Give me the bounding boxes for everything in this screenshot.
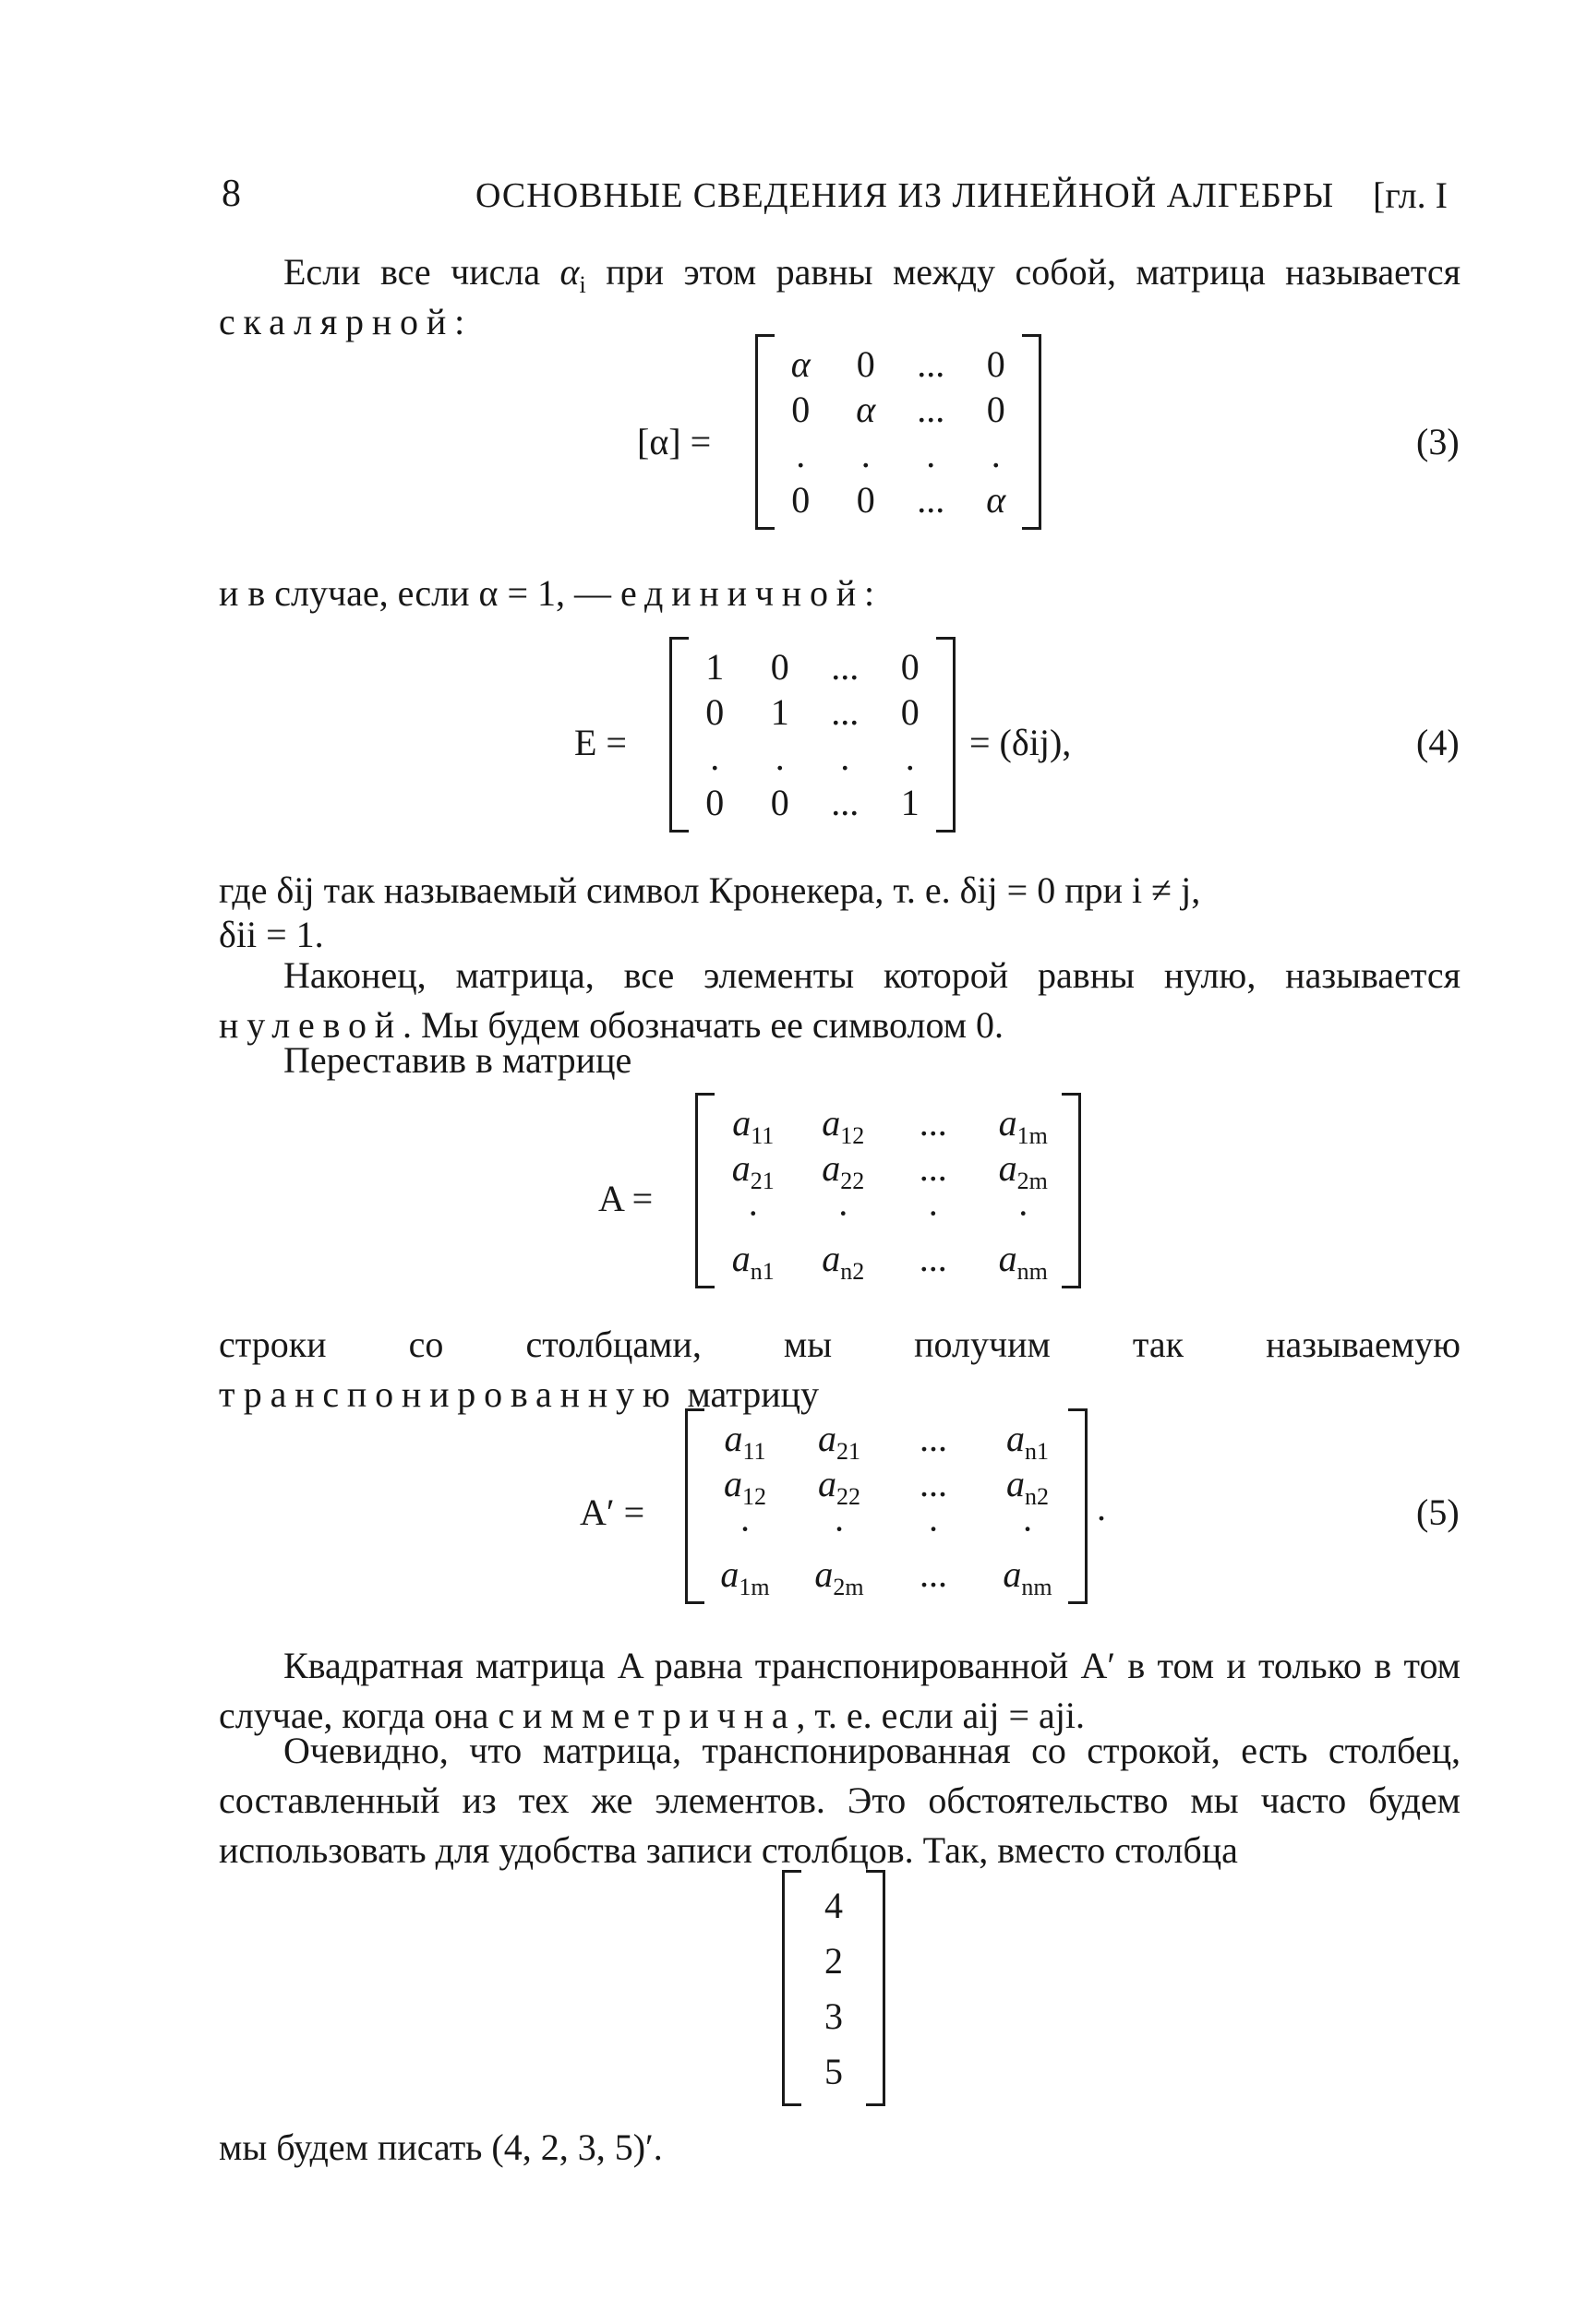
matrix-row bbox=[682, 689, 943, 735]
matrix-A bbox=[695, 1093, 1081, 1288]
eq5-label: A′ = bbox=[580, 1491, 645, 1533]
matrix-cell: $a_{11}$ bbox=[732, 1102, 775, 1150]
matrix-cell: 1 bbox=[705, 646, 725, 688]
paragraph-zero: Наконец, матрица, все элементы которой равны нулю, называется нулевой. Мы будем обозначать ее символом 0. bbox=[219, 954, 1461, 1046]
running-title: ОСНОВНЫЕ СВЕДЕНИЯ ИЗ ЛИНЕЙНОЙ АЛГЕБРЫ bbox=[475, 176, 1335, 215]
matrix-cell: · bbox=[836, 1192, 849, 1234]
matrix-cell: 0 bbox=[705, 691, 725, 733]
matrix-row bbox=[698, 1551, 1075, 1601]
matrix-cell: . bbox=[775, 737, 785, 778]
matrix-cell: $a_{22}$ bbox=[822, 1147, 865, 1195]
matrix-cell: ... bbox=[831, 691, 860, 733]
matrix-cell: 0 bbox=[705, 782, 725, 823]
matrix-cell: . bbox=[710, 737, 720, 778]
matrix-cell: 1 bbox=[900, 782, 920, 823]
chapter-ref: [гл. I bbox=[1373, 174, 1448, 216]
paragraph-identity: и в случае, если α = 1, — единичной: bbox=[219, 572, 875, 614]
matrix-body bbox=[708, 1100, 1068, 1286]
eq5-period: . bbox=[1097, 1487, 1106, 1528]
matrix-row bbox=[698, 1461, 1075, 1511]
eq4-number: (4) bbox=[1416, 722, 1460, 763]
matrix-cell: ... bbox=[831, 782, 860, 823]
matrix-cell: ... bbox=[920, 1418, 947, 1459]
matrix-identity bbox=[669, 637, 956, 833]
matrix-body bbox=[768, 341, 1028, 522]
matrix-cell: 0 bbox=[986, 389, 1005, 430]
matrix-row bbox=[682, 644, 943, 689]
matrix-cell: 3 bbox=[824, 1995, 843, 2037]
paragraph-transpose-intro: Переставив в матрице bbox=[283, 1039, 632, 1081]
matrix-cell: ... bbox=[917, 479, 945, 521]
matrix-cell: · bbox=[833, 1508, 846, 1550]
matrix-row bbox=[698, 1416, 1075, 1466]
matrix-cell: 0 bbox=[856, 343, 875, 385]
matrix-row bbox=[708, 1236, 1068, 1286]
matrix-row bbox=[708, 1145, 1068, 1195]
column-vector bbox=[782, 1870, 885, 2106]
matrix-cell: · bbox=[1016, 1192, 1029, 1234]
matrix-cell: ... bbox=[917, 389, 945, 430]
matrix-cell: $a_{n2}$ bbox=[1006, 1463, 1049, 1511]
eq3-number: (3) bbox=[1416, 421, 1460, 462]
term-zero: нулевой bbox=[219, 1004, 403, 1046]
matrix-cell: ... bbox=[920, 1553, 947, 1595]
kronecker-line-2: δii = 1. bbox=[219, 914, 324, 955]
matrix-cell: $a_{nm}$ bbox=[998, 1238, 1048, 1286]
eq5-number: (5) bbox=[1416, 1491, 1460, 1533]
matrix-row bbox=[768, 432, 1028, 477]
matrix-cell: . bbox=[905, 737, 915, 778]
matrix-row bbox=[795, 1877, 872, 1933]
matrix-row bbox=[795, 2043, 872, 2099]
matrix-cell: α bbox=[856, 389, 876, 430]
matrix-cell: α bbox=[790, 343, 811, 385]
matrix-cell: $a_{2m}$ bbox=[998, 1147, 1048, 1195]
matrix-row bbox=[768, 477, 1028, 522]
matrix-cell: 4 bbox=[824, 1884, 843, 1926]
matrix-cell: 5 bbox=[824, 2050, 843, 2092]
matrix-row bbox=[682, 735, 943, 780]
term-symmetric: симметрична bbox=[498, 1695, 797, 1736]
term-transposed: транспонированную bbox=[219, 1373, 679, 1415]
matrix-cell: · bbox=[739, 1508, 751, 1550]
matrix-row bbox=[795, 1988, 872, 2043]
matrix-cell: $a_{nm}$ bbox=[1003, 1553, 1052, 1601]
matrix-cell: 0 bbox=[986, 343, 1005, 385]
kronecker-line-1: где δij так называемый символ Кронекера, т. е. δij = 0 при i ≠ j, bbox=[219, 869, 1201, 911]
matrix-body bbox=[795, 1877, 872, 2099]
matrix-cell: . bbox=[840, 737, 850, 778]
matrix-cell: $a_{n1}$ bbox=[731, 1238, 775, 1286]
matrix-body bbox=[698, 1416, 1075, 1601]
matrix-cell: 1 bbox=[770, 691, 789, 733]
matrix-row bbox=[768, 341, 1028, 387]
matrix-cell: ... bbox=[831, 646, 860, 688]
matrix-cell: 0 bbox=[900, 646, 920, 688]
matrix-body bbox=[682, 644, 943, 825]
paragraph-transposed: строки со столбцами, мы получим так называемую транспонированную матрицу bbox=[219, 1324, 1461, 1415]
matrix-cell: . bbox=[860, 434, 871, 475]
matrix-cell: $a_{1m}$ bbox=[720, 1553, 770, 1601]
matrix-cell: $a_{22}$ bbox=[818, 1463, 860, 1511]
matrix-cell: $a_{11}$ bbox=[724, 1418, 766, 1466]
matrix-cell: 0 bbox=[770, 782, 789, 823]
matrix-cell: $a_{12}$ bbox=[822, 1102, 865, 1150]
matrix-cell: ... bbox=[919, 1238, 947, 1279]
page-number: 8 bbox=[222, 173, 241, 215]
matrix-cell: 0 bbox=[900, 691, 920, 733]
matrix-row bbox=[708, 1191, 1068, 1236]
matrix-scalar bbox=[755, 334, 1041, 530]
matrix-cell: 0 bbox=[791, 479, 811, 521]
matrix-row bbox=[795, 1933, 872, 1988]
matrix-cell: 0 bbox=[791, 389, 811, 430]
matrix-cell: · bbox=[1021, 1508, 1034, 1550]
matrix-cell: $a_{1m}$ bbox=[998, 1102, 1048, 1150]
matrix-cell: · bbox=[927, 1192, 940, 1234]
matrix-cell: ... bbox=[919, 1147, 947, 1189]
eq4-label: E = bbox=[574, 722, 627, 763]
matrix-cell: $a_{2m}$ bbox=[814, 1553, 864, 1601]
paragraph-symmetric: Квадратная матрица A равна транспонированной A′ в том и только в том случае, когда она симметрична, т. е. если aij = aji. bbox=[219, 1645, 1461, 1736]
term-scalar: скалярной bbox=[219, 301, 455, 342]
paragraph-kronecker bbox=[219, 866, 1461, 960]
matrix-cell: $a_{21}$ bbox=[818, 1418, 860, 1466]
matrix-cell: . bbox=[991, 434, 1001, 475]
matrix-cell: . bbox=[796, 434, 806, 475]
matrix-cell: $a_{12}$ bbox=[724, 1463, 766, 1511]
matrix-cell: · bbox=[927, 1508, 940, 1550]
matrix-row bbox=[682, 780, 943, 825]
matrix-row bbox=[698, 1506, 1075, 1551]
term-identity: единичной bbox=[620, 572, 864, 614]
matrix-cell: $a_{21}$ bbox=[731, 1147, 775, 1195]
matrix-A-transposed bbox=[685, 1408, 1088, 1604]
paragraph-scalar: Если все числа $\alpha_i$ при этом равны между собой, матрица называется скалярной: bbox=[219, 251, 1461, 342]
paragraph-column: Очевидно, что матрица, транспонированная со строкой, есть столбец, составленный из тех же элементов. Это обстоятельство мы часто будем использовать для удобства записи столбцов. Так, вместо столбца bbox=[219, 1730, 1461, 1871]
paragraph-row-notation: мы будем писать (4, 2, 3, 5)′. bbox=[219, 2126, 663, 2168]
matrix-cell: 0 bbox=[856, 479, 875, 521]
matrix-cell: α bbox=[986, 479, 1006, 521]
matrix-cell: . bbox=[926, 434, 936, 475]
eqA-label: A = bbox=[598, 1178, 654, 1219]
matrix-cell: $a_{n1}$ bbox=[1006, 1418, 1049, 1466]
matrix-cell: ... bbox=[920, 1463, 947, 1504]
matrix-cell: ... bbox=[919, 1102, 947, 1144]
matrix-cell: · bbox=[747, 1192, 760, 1234]
matrix-cell: 0 bbox=[770, 646, 789, 688]
matrix-cell: ... bbox=[917, 343, 945, 385]
eq4-rhs: = (δij), bbox=[969, 722, 1072, 763]
matrix-cell: 2 bbox=[824, 1939, 843, 1982]
matrix-cell: $a_{n2}$ bbox=[822, 1238, 865, 1286]
matrix-row bbox=[768, 387, 1028, 432]
eq3-label: [α] = bbox=[637, 421, 712, 462]
matrix-row bbox=[708, 1100, 1068, 1150]
